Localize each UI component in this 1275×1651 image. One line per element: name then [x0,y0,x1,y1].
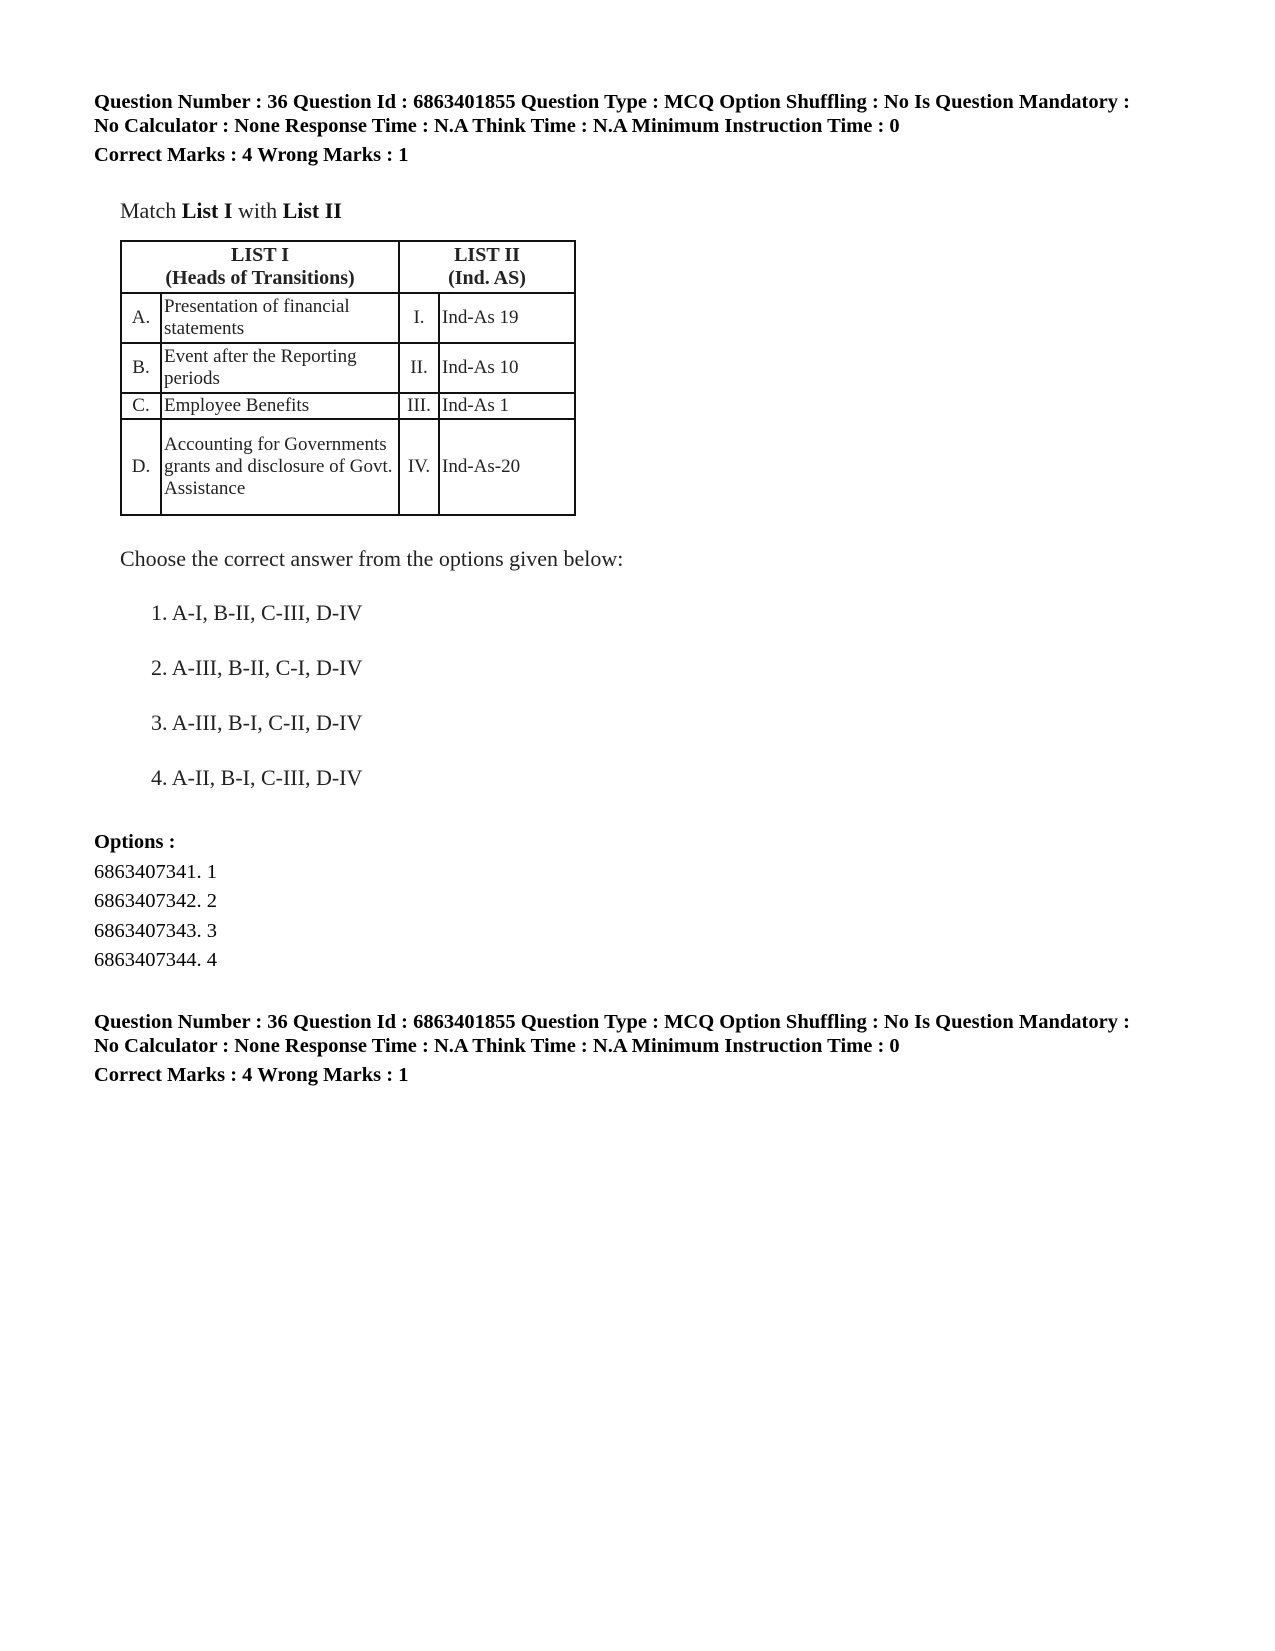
option-item: 6863407341. 1 [94,860,217,883]
list2-header-title: LIST II [454,244,520,266]
row-letter: C. [121,393,161,419]
match-instruction [120,190,720,232]
row-roman: IV. [399,419,439,515]
marks-line: Correct Marks : 4 Wrong Marks : 1 [94,1064,409,1086]
question-meta-line1: Question Number : 36 Question Id : 6863401855 Question Type : MCQ Option Shuffling : No Is Question Mandatory : [94,1011,1130,1033]
question-header-2 [94,1010,1204,1087]
marks-line: Correct Marks : 4 Wrong Marks : 1 [94,144,409,166]
question-content [120,190,720,818]
list1-label: List I [181,198,233,223]
answer-list [151,598,720,818]
row-roman: II. [399,343,439,393]
row-standard: Ind-As 1 [439,393,575,419]
row-roman: I. [399,293,439,343]
match-table [120,240,576,516]
table-row [121,393,575,419]
option-item: 6863407343. 3 [94,919,217,942]
choose-instruction: Choose the correct answer from the options given below: [120,546,624,571]
question-meta-line1: Question Number : 36 Question Id : 6863401855 Question Type : MCQ Option Shuffling : No Is Question Mandatory : [94,91,1130,113]
row-desc: Accounting for Governments grants and disclosure of Govt. Assistance [161,419,399,515]
options-block [94,828,217,976]
match-prefix: Match [120,198,182,223]
list2-header-sub: (Ind. AS) [448,267,526,289]
option-item: 6863407344. 4 [94,949,217,971]
answer-choice: 4. A-II, B-I, C-III, D-IV [151,765,363,790]
list1-header-title: LIST I [230,244,289,266]
list1-header [121,241,399,293]
list2-header [399,241,575,293]
list1-header-sub: (Heads of Transitions) [165,267,355,289]
options-title: Options : [94,831,176,853]
answer-choice: 1. A-I, B-II, C-III, D-IV [151,600,363,625]
question-meta-line2: No Calculator : None Response Time : N.A Think Time : N.A Minimum Instruction Time : 0 [94,1035,900,1057]
row-letter: B. [121,343,161,393]
row-standard: Ind-As 19 [439,293,575,343]
option-item: 6863407342. 2 [94,890,217,912]
with-word: with [232,198,283,223]
table-row [121,419,575,515]
answer-choice: 2. A-III, B-II, C-I, D-IV [151,655,363,680]
question-meta-line2: No Calculator : None Response Time : N.A Think Time : N.A Minimum Instruction Time : 0 [94,115,900,137]
row-standard: Ind-As 10 [439,343,575,393]
row-letter: D. [121,419,161,515]
row-desc: Employee Benefits [161,393,399,419]
row-standard: Ind-As-20 [439,419,575,515]
answer-choice: 3. A-III, B-I, C-II, D-IV [151,710,363,735]
table-header-row [121,241,575,293]
question-header [94,90,1204,167]
row-letter: A. [121,293,161,343]
list2-label: List II [282,198,342,223]
table-row [121,343,575,393]
row-roman: III. [399,393,439,419]
table-row [121,293,575,343]
row-desc: Presentation of financial statements [161,293,399,343]
row-desc: Event after the Reporting periods [161,343,399,393]
